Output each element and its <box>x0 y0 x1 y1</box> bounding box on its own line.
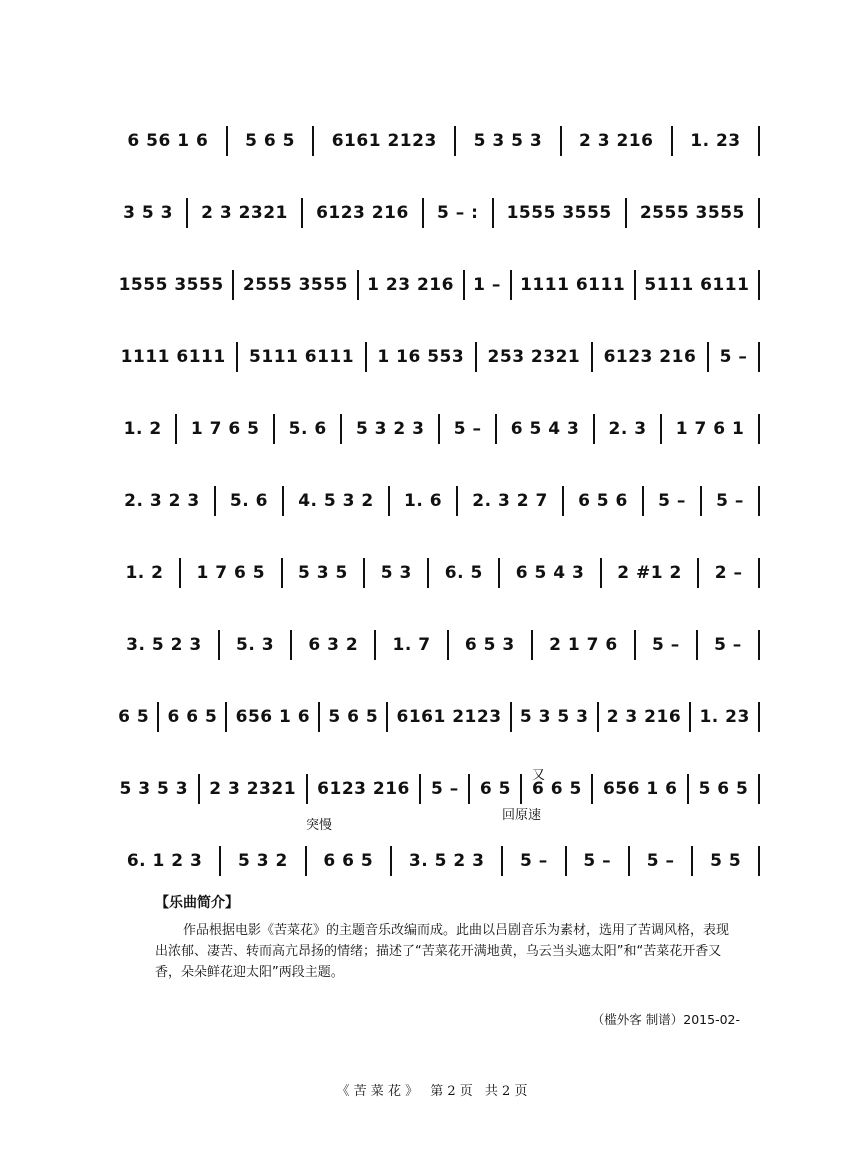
measure: 2 3 2321 <box>201 203 288 223</box>
measure: 1555 3555 <box>118 275 224 295</box>
music-score <box>110 100 760 892</box>
measure: 6 3 2 <box>308 635 359 655</box>
measure: 1. 7 <box>392 635 431 655</box>
measure: 1 – <box>473 275 501 295</box>
footer-total: 共 2 页 <box>484 1084 528 1099</box>
measure: 1. 2 <box>125 563 164 583</box>
bar-line <box>758 558 760 588</box>
measure: 6123 216 <box>316 203 409 223</box>
score-row <box>110 748 760 820</box>
tempo-mark-slow: 突慢 <box>306 818 333 833</box>
measure: 2 – <box>714 563 743 583</box>
measure: 5 5 <box>710 851 742 871</box>
measure: 5 – : <box>436 203 479 223</box>
score-row <box>110 388 760 460</box>
measure: 5 3 5 <box>297 563 348 583</box>
score-staff <box>110 774 760 804</box>
measure: 5. 6 <box>288 419 327 439</box>
tempo-mark-return: 回原速 <box>502 808 542 823</box>
measure: 6 5 <box>479 779 511 799</box>
measure: 6 5 3 <box>464 635 515 655</box>
measure: 5 – <box>520 851 548 871</box>
score-staff <box>110 270 760 300</box>
page-footer <box>0 1080 864 1099</box>
score-staff <box>110 702 760 732</box>
measure: 6 5 <box>118 707 150 727</box>
score-row <box>110 172 760 244</box>
measure: 3 5 3 <box>123 203 173 223</box>
score-staff <box>110 630 760 660</box>
bar-line <box>758 414 760 444</box>
measure: 6. 1 2 3 <box>126 851 203 871</box>
score-row <box>110 460 760 532</box>
footer-page: 第 2 页 <box>430 1084 473 1099</box>
measure: 6. 5 <box>444 563 483 583</box>
measure: 2555 3555 <box>242 275 348 295</box>
measure: 6 56 1 6 <box>127 131 209 151</box>
measure: 1 7 6 1 <box>675 419 745 439</box>
score-row <box>110 820 760 892</box>
measure: 5 6 5 <box>698 779 749 799</box>
bar-line <box>758 846 760 876</box>
score-staff <box>110 486 760 516</box>
measure: 5 – <box>651 635 680 655</box>
measure: 253 2321 <box>487 347 581 367</box>
measure: 4. 5 3 2 <box>298 491 374 511</box>
measure: 1555 3555 <box>506 203 612 223</box>
measure: 5 3 5 3 <box>519 707 589 727</box>
measure: 5 3 5 3 <box>119 779 189 799</box>
score-staff <box>110 846 760 876</box>
measure: 2555 3555 <box>639 203 745 223</box>
measure: 2 3 216 <box>606 707 682 727</box>
measure: 2. 3 2 3 <box>124 491 200 511</box>
measure: 6 6 5 <box>323 851 374 871</box>
measure: 2 3 216 <box>578 131 654 151</box>
measure: 5 3 2 <box>237 851 288 871</box>
measure: 6 6 5 <box>167 707 218 727</box>
measure: 1 7 6 5 <box>190 419 260 439</box>
measure: 5 – <box>453 419 482 439</box>
measure: 1. 6 <box>403 491 443 511</box>
measure: 5111 6111 <box>644 275 750 295</box>
measure: 6161 2123 <box>396 707 502 727</box>
footer-title: 《 苦 菜 花 》 <box>336 1084 419 1099</box>
measure: 5 3 <box>380 563 412 583</box>
measure: 5 6 5 <box>245 131 295 151</box>
measure: 5. 3 <box>236 635 275 655</box>
measure: 5 – <box>583 851 612 871</box>
measure: 1. 23 <box>690 131 741 151</box>
measure: 656 1 6 <box>235 707 311 727</box>
measure: 6 6 5 <box>532 779 582 799</box>
bar-line <box>758 270 760 300</box>
measure: 2. 3 <box>608 419 647 439</box>
measure: 1111 6111 <box>120 347 226 367</box>
measure: 2 #1 2 <box>617 563 682 583</box>
measure: 5 – <box>646 851 675 871</box>
score-staff <box>110 414 760 444</box>
measure: 2 1 7 6 <box>549 635 618 655</box>
score-staff <box>110 198 760 228</box>
measure: 1. 23 <box>699 707 750 727</box>
bar-line <box>758 774 760 804</box>
measure: 5 – <box>714 635 742 655</box>
score-staff <box>110 558 760 588</box>
measure: 5. 6 <box>229 491 268 511</box>
measure: 6 5 6 <box>578 491 628 511</box>
intro-section <box>155 893 735 983</box>
measure: 6123 216 <box>317 779 410 799</box>
score-row <box>110 676 760 748</box>
measure: 6161 2123 <box>331 131 437 151</box>
bar-line <box>758 198 760 228</box>
measure: 1111 6111 <box>520 275 626 295</box>
measure: 5 6 5 <box>328 707 379 727</box>
measure: 5 3 5 3 <box>473 131 543 151</box>
measure: 1 23 216 <box>367 275 454 295</box>
score-row <box>110 532 760 604</box>
intro-body: 作品根据电影《苦菜花》的主题音乐改编而成。此曲以吕剧音乐为素材，选用了苦调风格，表现出浓郁、凄苦、转而高亢昂扬的情绪；描述了“苦菜花开满地黄，乌云当头遮太阳”和“苦菜花开香又香，朵朵鲜花迎太阳”两段主题。 <box>155 923 730 980</box>
score-row <box>110 604 760 676</box>
measure: 5 – <box>716 491 744 511</box>
score-staff <box>110 126 760 156</box>
intro-heading: 【乐曲简介】 <box>155 895 239 911</box>
measure: 5 – <box>658 491 686 511</box>
measure: 656 1 6 <box>602 779 678 799</box>
bar-line <box>758 486 760 516</box>
bar-line <box>758 702 760 732</box>
measure: 2. 3 2 7 <box>472 491 548 511</box>
measure: 5111 6111 <box>249 347 355 367</box>
score-staff <box>110 342 760 372</box>
score-row <box>110 316 760 388</box>
mark-you: 又 <box>532 768 546 783</box>
measure: 3. 5 2 3 <box>126 635 202 655</box>
measure: 5 – <box>430 779 459 799</box>
score-credit: （槛外客 制谱）2015-02- <box>591 1012 740 1027</box>
measure: 6123 216 <box>603 347 697 367</box>
score-row <box>110 100 760 172</box>
bar-line <box>758 342 760 372</box>
measure: 1 7 6 5 <box>196 563 266 583</box>
measure: 6 5 4 3 <box>515 563 585 583</box>
measure: 6 5 4 3 <box>510 419 580 439</box>
measure: 1. 2 <box>123 419 162 439</box>
measure: 2 3 2321 <box>209 779 297 799</box>
measure: 1 16 553 <box>377 347 465 367</box>
measure: 3. 5 2 3 <box>408 851 485 871</box>
measure: 5 – <box>719 347 748 367</box>
bar-line <box>758 126 760 156</box>
measure: 5 3 2 3 <box>355 419 425 439</box>
score-row <box>110 244 760 316</box>
bar-line <box>758 630 760 660</box>
